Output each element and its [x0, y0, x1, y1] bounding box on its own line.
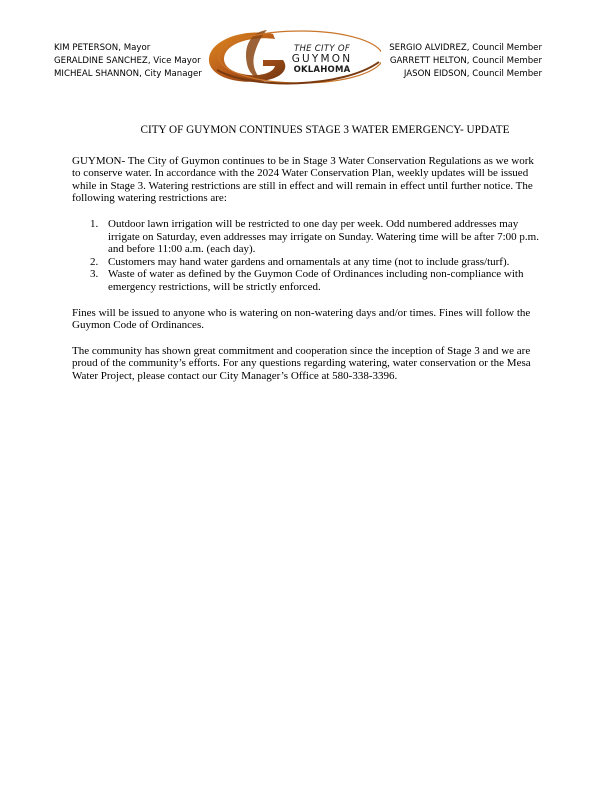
list-item: [72, 218, 542, 256]
list-item-number: 3.: [90, 268, 99, 281]
list-item-number: 2.: [90, 255, 99, 268]
official-mayor: KIM PETERSON, Mayor: [54, 43, 151, 53]
press-release-body: [72, 124, 542, 396]
list-item-text: Customers may hand water gardens and ornamentals at any time (not to include grass/turf).: [108, 255, 510, 268]
fines-paragraph: Fines will be issued to anyone who is watering on non-watering days and/or times. Fines will follow the Guymon Code of Ordinances.: [72, 306, 531, 332]
officials-left: [54, 42, 202, 81]
closing-paragraph: The community has shown great commitment and cooperation since the inception of Stage 3 and we are proud of the community’s efforts. For any questions regarding watering, water conservation or the Mesa Water Project, please contact our City Manager’s Office at 580-338-3396.: [72, 344, 531, 382]
list-item-text: Outdoor lawn irrigation will be restricted to one day per week. Odd numbered addresses may irrigate on Saturday, even addresses may irrigate on Sunday. Watering time will be after 7:00 p.m. and before 11:00 a.m. (each day).: [108, 217, 539, 256]
official-council-member: SERGIO ALVIDREZ, Council Member: [389, 43, 542, 53]
list-item: [72, 268, 542, 293]
list-item-text: Waste of water as defined by the Guymon Code of Ordinances including non-compliance with emergency restrictions, will be strictly enforced.: [108, 268, 524, 293]
official-council-member: JASON EIDSON, Council Member: [403, 69, 542, 79]
official-vice-mayor: GERALDINE SANCHEZ, Vice Mayor: [54, 56, 201, 66]
official-city-manager: MICHEAL SHANNON, City Manager: [54, 69, 202, 79]
restrictions-list: [72, 218, 542, 294]
logo-text: [285, 44, 359, 75]
officials-right: [389, 42, 542, 81]
list-item-number: 1.: [90, 217, 99, 230]
document-title: CITY OF GUYMON CONTINUES STAGE 3 WATER EMERGENCY- UPDATE: [140, 124, 510, 136]
list-item: [72, 256, 542, 269]
logo-line-oklahoma: OKLAHOMA: [293, 65, 351, 75]
intro-paragraph: GUYMON- The City of Guymon continues to be in Stage 3 Water Conservation Regulations as we work to conserve water. In accordance with the 2024 Water Conservation Plan, weekly updates will be issued while in Stage 3. Watering restrictions are still in effect and will remain in effect until further notice. The following watering restrictions are:: [72, 154, 534, 205]
official-council-member: GARRETT HELTON, Council Member: [389, 56, 542, 66]
city-logo: [203, 24, 381, 88]
logo-line-city-of: THE CITY OF: [293, 44, 351, 54]
logo-line-guymon: GUYMON: [291, 53, 353, 65]
